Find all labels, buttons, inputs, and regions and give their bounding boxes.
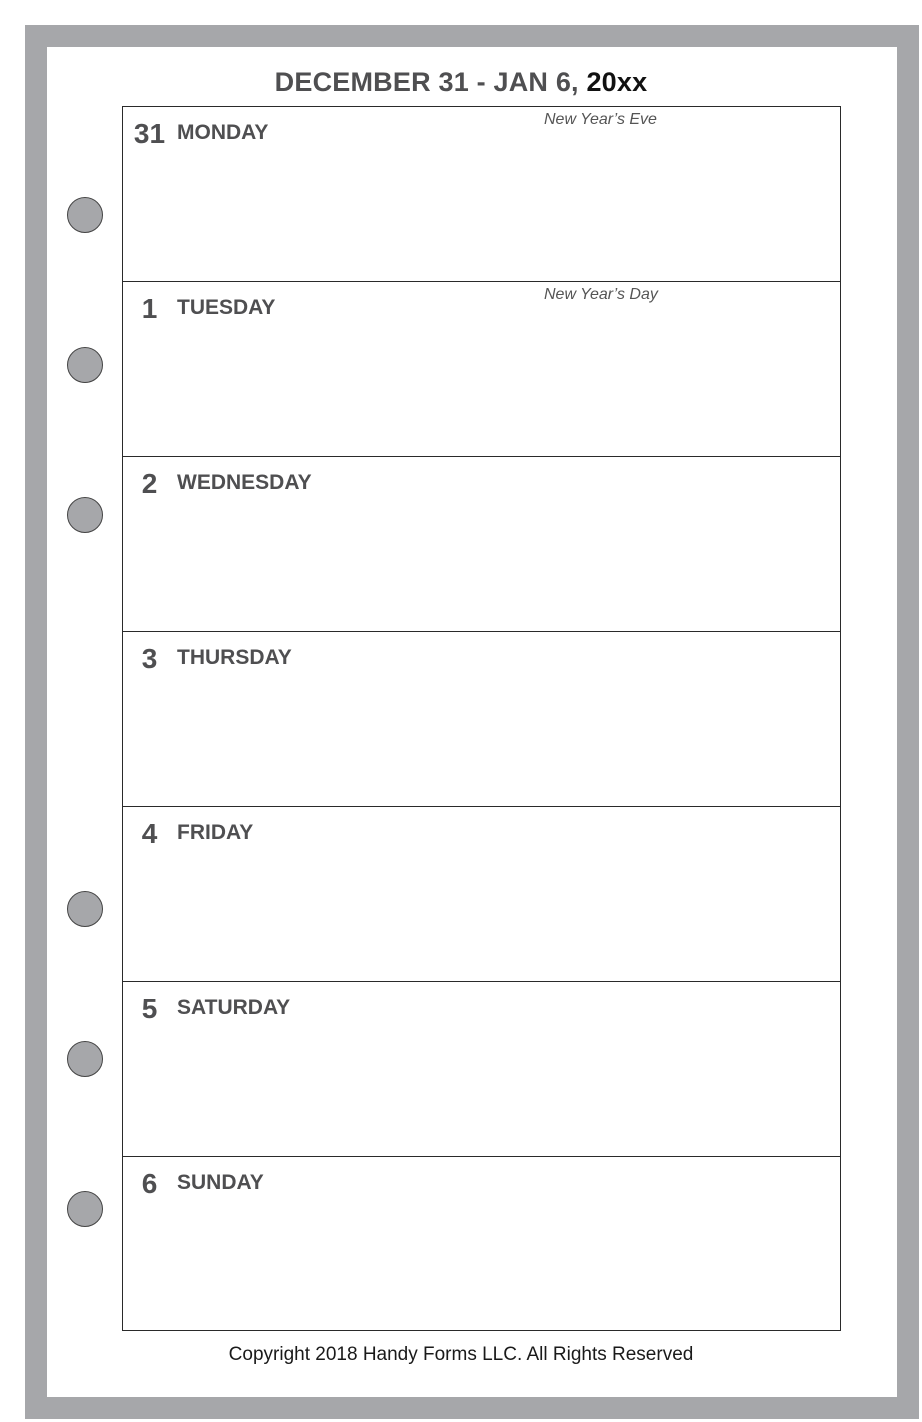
binder-hole: [67, 497, 103, 533]
binder-hole: [67, 197, 103, 233]
day-name: FRIDAY: [177, 821, 254, 844]
day-row-tuesday[interactable]: [123, 282, 840, 457]
binder-hole: [67, 891, 103, 927]
day-name: SATURDAY: [177, 996, 291, 1019]
day-number: 2: [141, 468, 158, 499]
holiday-label: New Year’s Eve: [544, 111, 657, 128]
day-row-friday[interactable]: [123, 807, 840, 982]
day-name: MONDAY: [177, 121, 269, 144]
title-year: 20xx: [586, 67, 648, 97]
day-row-saturday[interactable]: [123, 982, 840, 1157]
day-number: 4: [141, 818, 158, 849]
holiday-label: New Year’s Day: [544, 286, 658, 303]
binder-hole: [67, 347, 103, 383]
day-number: 5: [141, 993, 158, 1024]
day-row-monday[interactable]: [123, 107, 840, 282]
day-row-sunday[interactable]: [123, 1157, 840, 1332]
title-date-range: DECEMBER 31 - JAN 6,: [274, 67, 587, 97]
copyright-notice: Copyright 2018 Handy Forms LLC. All Rights Reserved: [228, 1344, 694, 1365]
day-number: 31: [133, 118, 166, 149]
day-number: 6: [141, 1168, 158, 1199]
day-name: WEDNESDAY: [177, 471, 312, 494]
day-number: 1: [141, 293, 158, 324]
day-number: 3: [141, 643, 158, 674]
day-name: SUNDAY: [177, 1171, 264, 1194]
day-row-thursday[interactable]: [123, 632, 840, 807]
day-name: THURSDAY: [177, 646, 292, 669]
page-title: [0, 67, 922, 98]
day-name: TUESDAY: [177, 296, 276, 319]
day-row-wednesday[interactable]: [123, 457, 840, 632]
binder-hole: [67, 1041, 103, 1077]
week-grid: [122, 106, 841, 1331]
binder-hole: [67, 1191, 103, 1227]
